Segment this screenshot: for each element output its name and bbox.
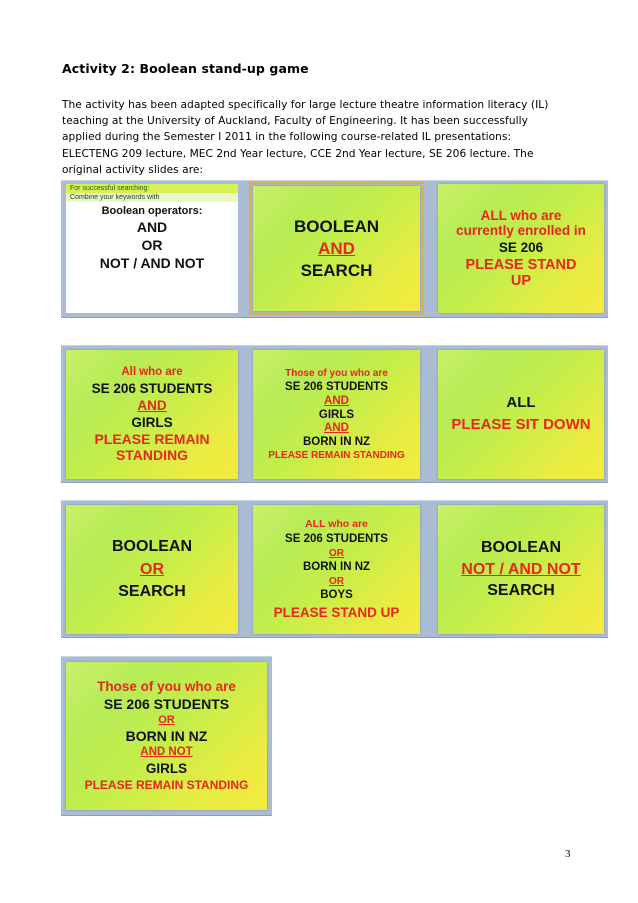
paragraph-line: teaching at the University of Auckland, Faculty of Engineering. It has been successfully: [62, 115, 528, 128]
slide-line: Boolean operators:: [101, 205, 203, 217]
slide-line: BOOLEAN: [112, 537, 192, 555]
slide-line: PLEASE STAND: [465, 256, 577, 273]
slide-line: OR: [329, 575, 344, 587]
slide-line: SE 206 STUDENTS: [285, 532, 388, 545]
slide-line: SEARCH: [300, 261, 373, 281]
slide-caption: Combine your keywords with: [66, 193, 238, 202]
slide-line: SE 206 STUDENTS: [103, 695, 230, 712]
slide-line: PLEASE SIT DOWN: [451, 416, 591, 433]
slide-line: BOOLEAN: [294, 216, 379, 236]
slide-line: NOT / AND NOT: [461, 560, 581, 578]
slide-line: GIRLS: [145, 761, 188, 777]
activity-heading: Activity 2: Boolean stand-up game: [62, 61, 309, 76]
slide-line: PLEASE REMAIN STANDING: [84, 778, 249, 793]
slide-line: BORN IN NZ: [125, 727, 208, 744]
slide-line: ALL: [506, 394, 536, 412]
slide-line: All who are: [121, 365, 183, 378]
slide-line: BORN IN NZ: [302, 436, 371, 449]
slide-line: BOOLEAN: [481, 538, 561, 556]
slide-boolean-operators: [66, 184, 238, 313]
slide-line: BOYS: [320, 588, 353, 601]
slide-line: AND: [324, 422, 349, 435]
slide-boolean-and: [253, 186, 420, 311]
paragraph-line: original activity slides are:: [62, 163, 204, 176]
slide-line: PLEASE STAND UP: [273, 604, 400, 620]
intro-paragraph: [62, 97, 582, 178]
slide-se206-girls-born-nz: [253, 350, 420, 479]
slide-all-sit-down: [438, 350, 604, 479]
slide-se206-and-girls: [66, 350, 238, 479]
slide-line: AND: [137, 397, 167, 413]
slide-line: currently enrolled in: [456, 222, 586, 238]
slide-line: Those of you who are: [285, 367, 388, 379]
slide-boolean-or: [66, 505, 238, 634]
slide-line: PLEASE REMAIN: [94, 430, 210, 447]
slide-line: GIRLS: [318, 408, 355, 421]
slide-se206-or-born-nz-and-not-girls: [66, 662, 267, 810]
slide-boolean-not: [438, 505, 604, 634]
slide-line: OR: [329, 547, 344, 559]
slide-line: SE 206: [498, 239, 544, 255]
slide-line: SEARCH: [118, 583, 186, 601]
slide-line: BORN IN NZ: [302, 560, 371, 573]
slide-se206-or-born-nz-or-boys: [253, 505, 420, 634]
slide-line: OR: [141, 237, 163, 253]
slide-line: ALL who are: [480, 207, 562, 223]
slide-line: AND: [136, 219, 168, 235]
slide-line: GIRLS: [131, 414, 173, 430]
slide-line: SE 206 STUDENTS: [285, 380, 388, 393]
slide-line: STANDING: [115, 446, 189, 463]
slide-line: AND NOT: [140, 746, 193, 759]
slide-line: Those of you who are: [97, 679, 236, 695]
paragraph-line: applied during the Semester I 2011 in the following course-related IL presentations:: [62, 131, 512, 144]
slide-line: AND: [318, 238, 355, 258]
slide-caption: For successful searching:: [66, 184, 238, 193]
slide-line: OR: [140, 560, 164, 578]
slide-line: OR: [158, 714, 175, 727]
paragraph-line: ELECTENG 209 lecture, MEC 2nd Year lecture, CCE 2nd Year lecture, SE 206 lecture. The: [62, 147, 534, 160]
slide-line: UP: [510, 273, 532, 290]
slide-line: SE 206 STUDENTS: [91, 380, 213, 396]
slide-line: AND: [324, 394, 349, 407]
slide-line: ALL who are: [305, 518, 368, 531]
page-number: 3: [565, 848, 571, 860]
slide-enrolled-stand-up: [438, 184, 604, 313]
paragraph-line: The activity has been adapted specifically for large lecture theatre information literacy (IL): [62, 99, 549, 111]
slide-line: SEARCH: [487, 582, 555, 600]
slide-line: PLEASE REMAIN STANDING: [268, 450, 405, 462]
slide-line: NOT / AND NOT: [99, 255, 205, 271]
